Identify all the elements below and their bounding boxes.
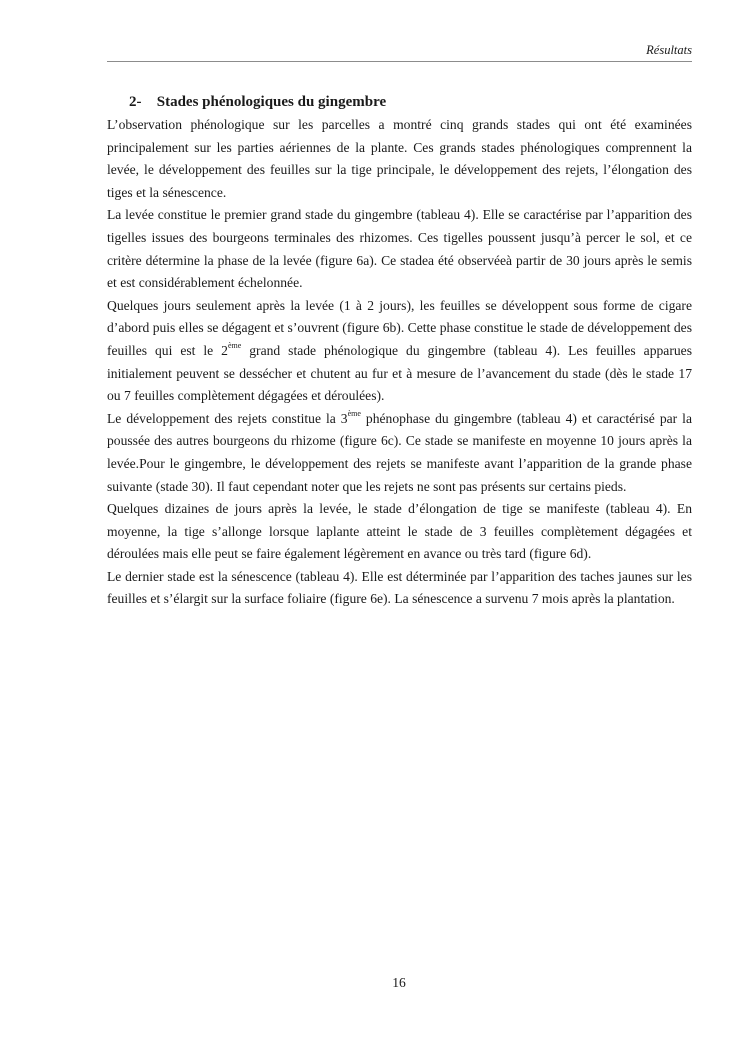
- paragraph-rejets: [107, 408, 692, 498]
- paragraph-rejets-part2: phénophase du gingembre (tableau 4) et caractérisé par la poussée des autres bourgeons du rhizome (figure 6c). Ce stade se manifeste en moyenne 10 jours après la levée.Pour le gingembre, le développement des rejets se manifeste avant l’apparition de la grande phase suivante (stade 30). Il faut cependant noter que les rejets ne sont pas présents sur certains pieds.: [107, 410, 692, 494]
- paragraph-leaf-development: [107, 295, 692, 408]
- header-rule: [107, 61, 692, 62]
- paragraph-senescence: Le dernier stade est la sénescence (tableau 4). Elle est déterminée par l’apparition des taches jaunes sur les feuilles et s’élargit sur la surface foliaire (figure 6e). La sénescence a survenu 7 mois après la plantation.: [107, 568, 692, 607]
- page-body: [107, 90, 692, 611]
- paragraph-leaf-development-part1: Quelques jours seulement après la levée (1 à 2 jours), les feuilles se développent sous forme de cigare d’abord puis elles se dégagent et s’ouvrent (figure 6b). Cette phase constitue le stade de développement des feuilles qui est le 2: [107, 297, 692, 358]
- page-number: 16: [392, 975, 406, 990]
- paragraph-overview: L’observation phénologique sur les parcelles a montré cinq grands stades qui ont été examinées principalement sur les parties aériennes de la plante. Ces grands stades phénologiques comprennent la levée, le développement des feuilles sur la tige principale, le développement des rejets, l’élongation des tiges et la sénescence.: [107, 117, 692, 200]
- superscript-ordinal: ème: [347, 409, 361, 419]
- paragraph-elongation: Quelques dizaines de jours après la levée, le stade d’élongation de tige se manifeste (tableau 4). En moyenne, la tige s’allonge lorsque laplante atteint le stade de 3 feuilles complètement dégagées et déroulées mais elle peut se faire également légèrement en avance ou très tard (figure 6d).: [107, 501, 692, 562]
- paragraph-levee: La levée constitue le premier grand stade du gingembre (tableau 4). Elle se caractérise par l’apparition des tigelles issues des bourgeons terminales des rhizomes. Ces tigelles poussent jusqu’à percer le sol, et ce critère détermine la phase de la levée (figure 6a). Ce stadea été observéeà partir de 30 jours après le semis et est considérablement échelonnée.: [107, 207, 692, 291]
- section-number: 2-: [129, 94, 142, 110]
- paragraph-leaf-development-part2: grand stade phénologique du gingembre (tableau 4). Les feuilles apparues initialement peuvent se dessécher et chutent au fur et à mesure de l’avancement du stade (dès le stade 17 ou 7 feuilles complètement dégagées et déroulées).: [107, 342, 692, 404]
- section-title: Stades phénologiques du gingembre: [156, 94, 387, 110]
- running-header: Résultats: [646, 43, 692, 57]
- paragraph-rejets-part1: Le développement des rejets constitue la 3: [107, 410, 348, 426]
- superscript-ordinal: ème: [227, 341, 242, 351]
- section-heading: [129, 90, 692, 114]
